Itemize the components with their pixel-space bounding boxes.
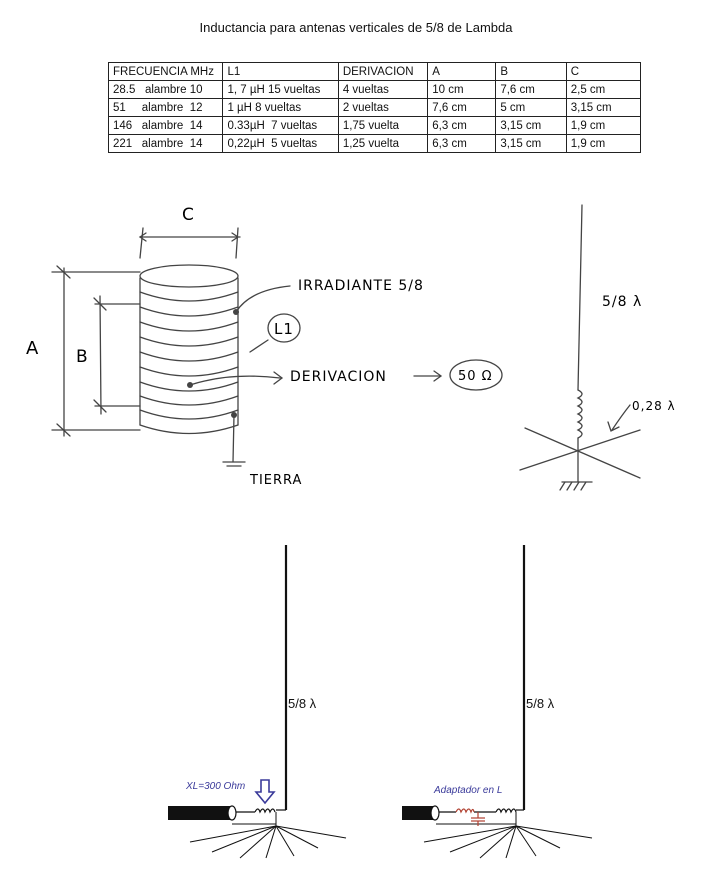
- table-cell: 3,15 cm: [566, 99, 640, 117]
- table-cell: 0.33µH 7 vueltas: [223, 117, 338, 135]
- table-cell: 4 vueltas: [338, 81, 427, 99]
- table-cell: 2 vueltas: [338, 99, 427, 117]
- table-cell: 1,25 vuelta: [338, 135, 427, 153]
- label-left-58-lambda: 5/8 λ: [288, 696, 317, 711]
- table-header-cell: L1: [223, 63, 338, 81]
- arrow-down-icon: [256, 780, 274, 803]
- table-cell: 51 alambre 12: [109, 99, 223, 117]
- table-cell: 6,3 cm: [428, 135, 496, 153]
- label-irradiante: IRRADIANTE 5/8: [298, 278, 424, 294]
- table-header-cell: FRECUENCIA MHz: [109, 63, 223, 81]
- table-cell: 1,9 cm: [566, 135, 640, 153]
- table-cell: 28.5 alambre 10: [109, 81, 223, 99]
- label-right-58-lambda: 5/8 λ: [526, 696, 555, 711]
- table-header-cell: DERIVACION: [338, 63, 427, 81]
- table-cell: 5 cm: [496, 99, 566, 117]
- table-cell: 7,6 cm: [428, 99, 496, 117]
- table-header-cell: A: [428, 63, 496, 81]
- label-b: B: [76, 347, 89, 367]
- label-derivacion: DERIVACION: [290, 369, 387, 385]
- label-a: A: [26, 338, 40, 359]
- table-cell: 146 alambre 14: [109, 117, 223, 135]
- table-cell: 10 cm: [428, 81, 496, 99]
- label-028-lambda: 0,28 λ: [632, 399, 676, 413]
- table-cell: 6,3 cm: [428, 117, 496, 135]
- table-cell: 1,75 vuelta: [338, 117, 427, 135]
- table-cell: 7,6 cm: [496, 81, 566, 99]
- label-l1: L1: [274, 320, 294, 338]
- label-c: C: [182, 205, 195, 225]
- table-cell: 1,9 cm: [566, 117, 640, 135]
- label-50-ohm: 50 Ω: [458, 369, 493, 384]
- table-cell: 1, 7 µH 15 vueltas: [223, 81, 338, 99]
- table-cell: 221 alambre 14: [109, 135, 223, 153]
- table-cell: 3,15 cm: [496, 117, 566, 135]
- table-header-cell: C: [566, 63, 640, 81]
- coax-cable-left: [168, 806, 232, 820]
- table-cell: 2,5 cm: [566, 81, 640, 99]
- label-58-lambda-sketch: 5/8 λ: [602, 294, 643, 310]
- page-title: Inductancia para antenas verticales de 5/8 de Lambda: [199, 20, 513, 35]
- table-cell: 1 µH 8 vueltas: [223, 99, 338, 117]
- label-tierra: TIERRA: [250, 473, 303, 488]
- table-header-cell: B: [496, 63, 566, 81]
- table-cell: 3,15 cm: [496, 135, 566, 153]
- table-cell: 0,22µH 5 vueltas: [223, 135, 338, 153]
- label-xl: XL=300 Ohm: [186, 781, 246, 792]
- label-adaptador: Adaptador en L: [434, 785, 503, 796]
- coax-cable-right: [402, 806, 435, 820]
